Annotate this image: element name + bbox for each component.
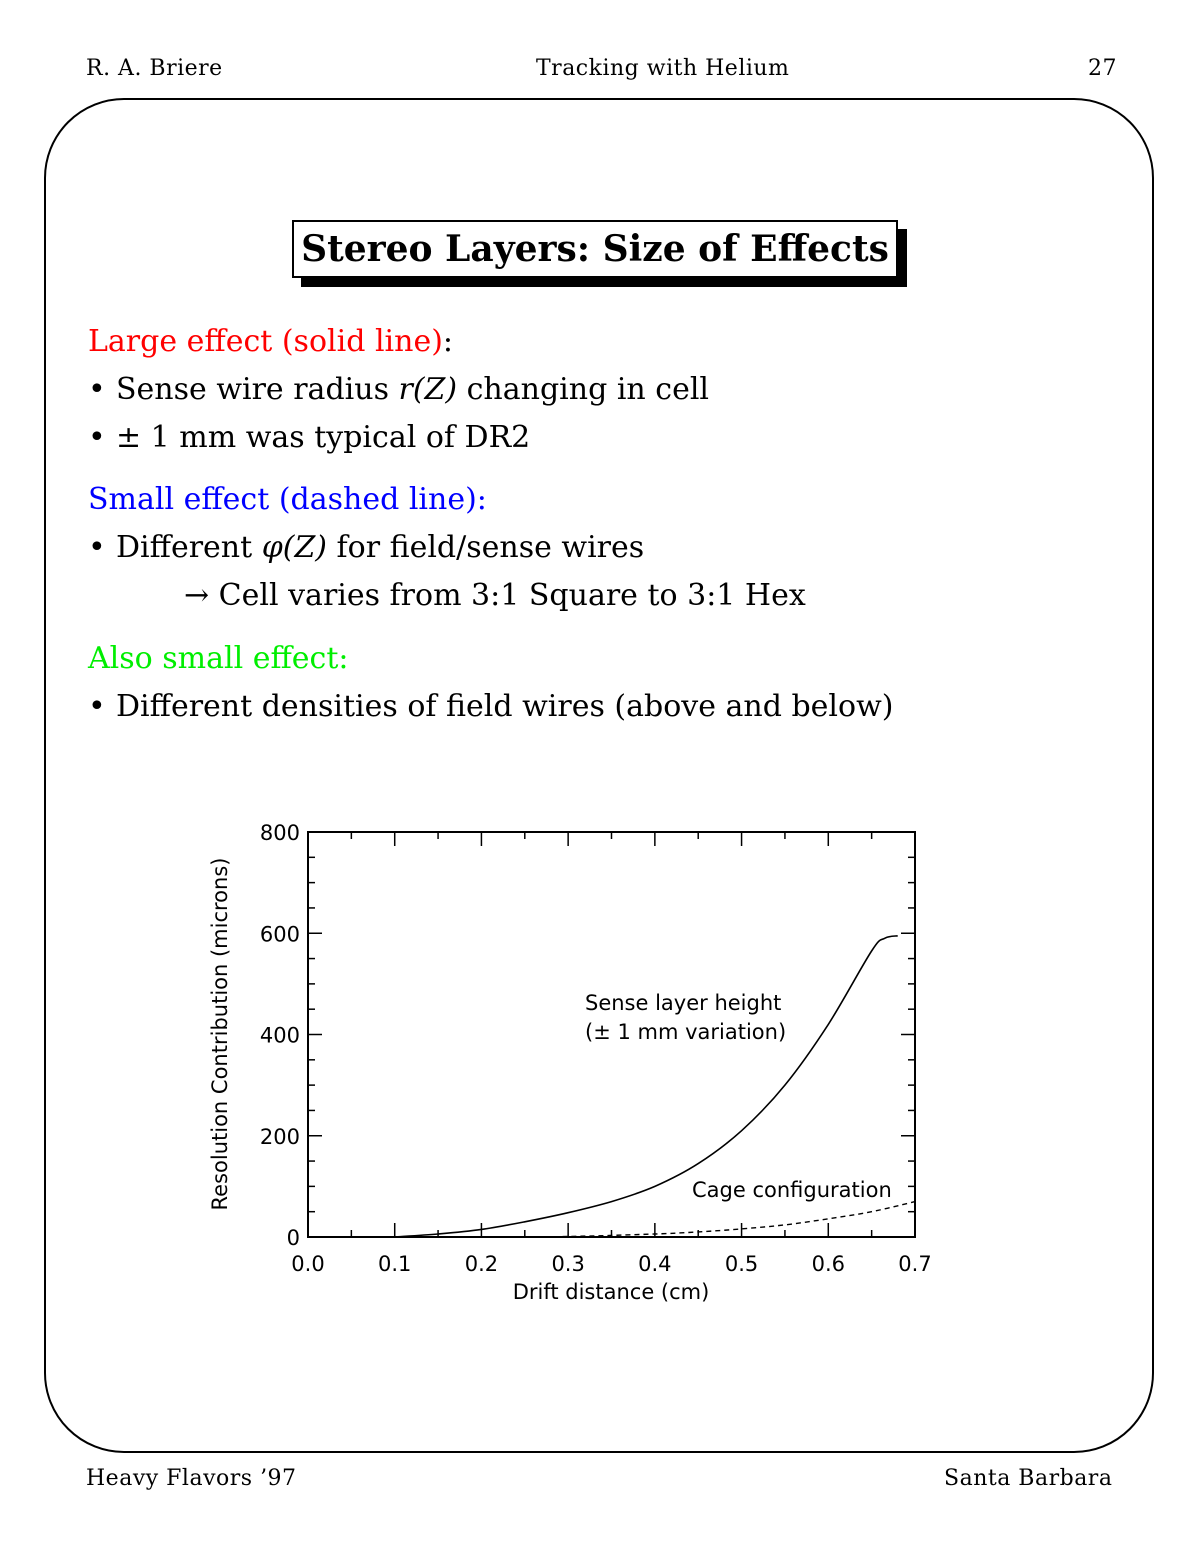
bullet-sense-wire-radius	[88, 372, 709, 407]
bullet-text: Different densities of field wires (above and below)	[116, 689, 894, 724]
y-tick-label: 200	[259, 1124, 300, 1149]
y-tick-label: 800	[259, 821, 300, 845]
math-rz: r(Z)	[398, 372, 458, 407]
x-tick-label: 0.5	[724, 1252, 759, 1276]
bullet-dot: •	[88, 420, 106, 455]
y-tick-label: 600	[259, 922, 300, 947]
sub-bullet-cell-varies: → Cell varies from 3:1 Square to 3:1 Hex	[184, 578, 806, 613]
resolution-chart	[190, 810, 950, 1320]
bullet-field-wire-densities	[88, 689, 893, 724]
page-number: 27	[1088, 56, 1117, 81]
x-axis-label: Drift distance (cm)	[512, 1280, 710, 1304]
bullet-dot: •	[88, 689, 106, 724]
x-tick-label: 0.3	[551, 1252, 585, 1276]
y-tick-labels	[260, 821, 300, 1250]
x-tick-label: 0.4	[638, 1252, 672, 1276]
bullet-dot: •	[88, 372, 106, 407]
x-tick-labels	[291, 1252, 931, 1276]
bullet-dr2-typical	[88, 420, 530, 455]
large-effect-heading	[88, 324, 453, 359]
bullet-text: ± 1 mm was typical of DR2	[116, 420, 531, 455]
cage-config-curve	[481, 1202, 915, 1237]
large-effect-colon: :	[442, 324, 454, 359]
header-topic: Tracking with Helium	[536, 56, 790, 81]
bullet-text-b: changing in cell	[457, 372, 710, 407]
also-small-heading: Also small effect:	[88, 641, 349, 676]
bullet-dot: •	[88, 530, 106, 565]
bullet-text-a: Different	[116, 530, 262, 565]
y-axis-label: Resolution Contribution (microns)	[208, 857, 232, 1211]
bullet-text-a: Sense wire radius	[116, 372, 399, 407]
footer-conference: Heavy Flavors ’97	[86, 1466, 297, 1491]
y-tick-label: 400	[259, 1023, 300, 1048]
header-author: R. A. Briere	[86, 56, 223, 81]
footer-location: Santa Barbara	[944, 1466, 1113, 1491]
y-tick-label: 0	[286, 1226, 300, 1250]
sense-annotation-line2: (± 1 mm variation)	[585, 1020, 787, 1044]
x-tick-label: 0.7	[898, 1252, 932, 1276]
x-tick-label: 0.1	[378, 1252, 412, 1276]
bullet-different-phi	[88, 530, 644, 565]
small-effect-heading: Small effect (dashed line):	[88, 482, 487, 517]
math-phiz: φ(Z)	[261, 530, 327, 565]
x-tick-label: 0.6	[811, 1252, 845, 1276]
large-effect-label: Large effect (solid line)	[88, 324, 443, 359]
bullet-text-b: for field/sense wires	[327, 530, 645, 565]
x-tick-label: 0.2	[464, 1252, 499, 1276]
slide-title-box	[292, 220, 898, 278]
sense-annotation-line1: Sense layer height	[585, 991, 782, 1015]
slide-title: Stereo Layers: Size of Effects	[292, 220, 898, 278]
x-tick-label: 0.0	[291, 1252, 325, 1276]
cage-annotation: Cage configuration	[692, 1178, 892, 1202]
